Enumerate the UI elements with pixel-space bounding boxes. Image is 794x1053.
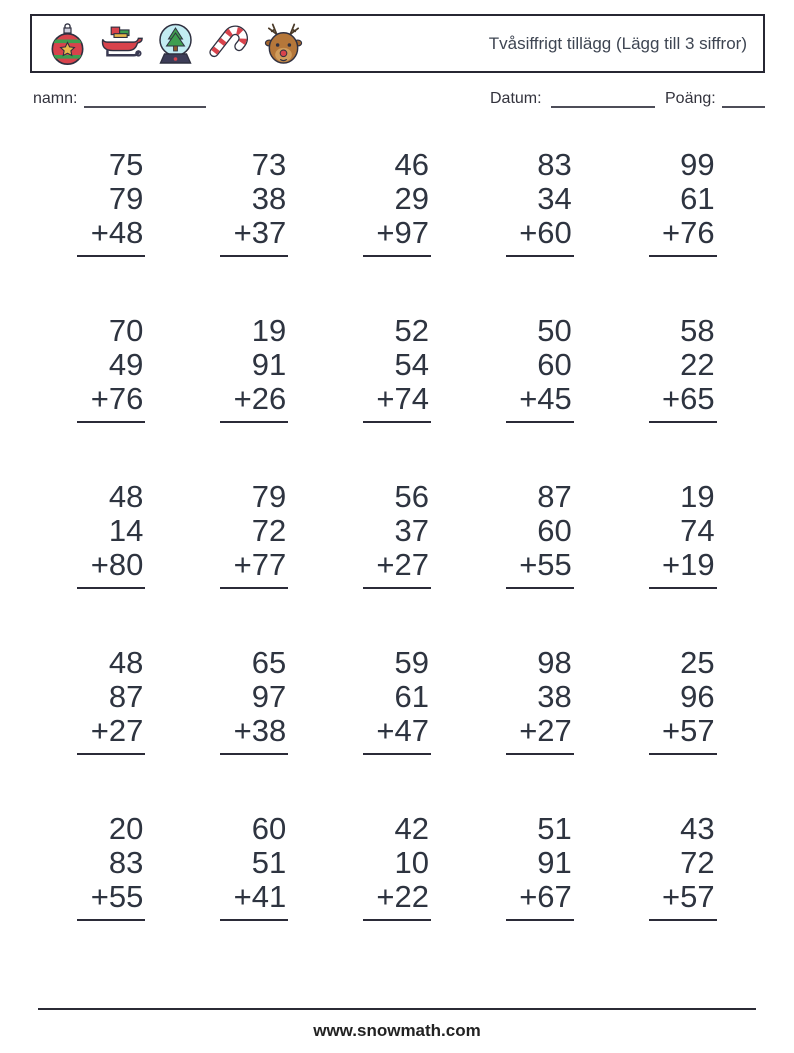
addend-with-plus: +47 (376, 713, 429, 748)
addend: 50 (537, 313, 572, 348)
addend: 42 (394, 811, 429, 846)
addend: 73 (251, 147, 287, 182)
addend-with-plus: +48 (90, 215, 144, 250)
candy-cane-icon (207, 21, 252, 67)
problem-cell (468, 480, 611, 589)
addition-problem (77, 646, 145, 755)
addition-problem (363, 480, 431, 589)
addend-with-plus: +60 (519, 215, 572, 250)
addend: 65 (251, 645, 287, 680)
addition-problem (649, 314, 717, 423)
addend: 43 (680, 811, 715, 846)
ornament-icon (45, 21, 90, 67)
problem-cell (40, 812, 183, 921)
score-blank-line (722, 106, 765, 108)
addend: 49 (108, 347, 144, 382)
addend: 72 (680, 845, 715, 880)
addend: 34 (537, 181, 572, 216)
addend: 83 (537, 147, 572, 182)
problem-cell (611, 480, 754, 589)
addition-problem (220, 148, 288, 257)
header-box (30, 14, 765, 73)
addend-with-plus: +19 (662, 547, 715, 582)
addition-problem (363, 812, 431, 921)
addend: 96 (680, 679, 715, 714)
addend: 70 (108, 313, 144, 348)
addend: 99 (680, 147, 715, 182)
addition-problem (506, 148, 574, 257)
addend: 83 (108, 845, 144, 880)
addend-with-plus: +45 (519, 381, 572, 416)
addend: 25 (680, 645, 715, 680)
addend-with-plus: +26 (233, 381, 287, 416)
problem-cell (326, 148, 469, 257)
addend: 56 (394, 479, 429, 514)
problem-cell (468, 314, 611, 423)
addition-problem (506, 812, 574, 921)
problem-cell (40, 646, 183, 755)
addition-problem (649, 480, 717, 589)
problem-cell (326, 646, 469, 755)
worksheet-title: Tvåsiffrigt tillägg (Lägg till 3 siffror) (488, 33, 747, 53)
addend-with-plus: +57 (662, 713, 715, 748)
addition-problem (220, 314, 288, 423)
sleigh-icon (99, 21, 144, 67)
fields-row (0, 90, 794, 114)
addend: 10 (394, 845, 429, 880)
addend: 37 (394, 513, 429, 548)
date-label: Datum: (490, 90, 542, 107)
problem-cell (40, 148, 183, 257)
addend: 51 (251, 845, 287, 880)
addition-problem (649, 812, 717, 921)
addend: 97 (251, 679, 287, 714)
problem-cell (611, 148, 754, 257)
addend-with-plus: +80 (90, 547, 144, 582)
addition-problem (220, 646, 288, 755)
addend: 29 (394, 181, 429, 216)
addend: 91 (251, 347, 287, 382)
addend: 61 (394, 679, 429, 714)
footer-divider (38, 1008, 756, 1010)
addend: 54 (394, 347, 429, 382)
addend-with-plus: +74 (376, 381, 429, 416)
addend: 79 (251, 479, 287, 514)
addend: 87 (108, 679, 144, 714)
addition-problem (649, 646, 717, 755)
problem-cell (326, 480, 469, 589)
problem-cell (611, 314, 754, 423)
addend: 60 (537, 513, 572, 548)
problem-cell (183, 314, 326, 423)
addition-problem (220, 480, 288, 589)
addend: 51 (537, 811, 572, 846)
addend: 38 (537, 679, 572, 714)
problem-cell (468, 812, 611, 921)
addition-problem (77, 480, 145, 589)
addend: 48 (108, 645, 144, 680)
problem-cell (183, 812, 326, 921)
addend: 52 (394, 313, 429, 348)
addend: 19 (251, 313, 287, 348)
addend: 72 (251, 513, 287, 548)
addend: 91 (537, 845, 572, 880)
addend: 46 (394, 147, 429, 182)
addition-problem (363, 646, 431, 755)
addend: 14 (108, 513, 144, 548)
addition-problem (77, 314, 145, 423)
addend: 60 (537, 347, 572, 382)
addition-problem (506, 480, 574, 589)
addend-with-plus: +76 (662, 215, 715, 250)
addend: 59 (394, 645, 429, 680)
score-label: Poäng: (665, 90, 716, 107)
addend: 98 (537, 645, 572, 680)
addend-with-plus: +27 (519, 713, 572, 748)
footer-website: www.snowmath.com (313, 1021, 481, 1040)
addend-with-plus: +67 (519, 879, 572, 914)
problem-cell (40, 480, 183, 589)
addend-with-plus: +27 (376, 547, 429, 582)
addition-problem (220, 812, 288, 921)
addend: 87 (537, 479, 572, 514)
addend: 79 (108, 181, 144, 216)
addition-problem (363, 148, 431, 257)
addend-with-plus: +65 (662, 381, 715, 416)
addend: 48 (108, 479, 144, 514)
problem-cell (183, 480, 326, 589)
addend-with-plus: +55 (519, 547, 572, 582)
addend: 22 (680, 347, 715, 382)
addition-problem (77, 812, 145, 921)
problem-cell (326, 812, 469, 921)
problems-grid (40, 148, 754, 921)
problem-cell (326, 314, 469, 423)
addend-with-plus: +41 (233, 879, 287, 914)
name-blank-line (84, 106, 206, 108)
addend-with-plus: +77 (233, 547, 287, 582)
addend-with-plus: +38 (233, 713, 287, 748)
problem-cell (468, 148, 611, 257)
addition-problem (506, 314, 574, 423)
problem-cell (183, 646, 326, 755)
problem-cell (611, 646, 754, 755)
problem-cell (183, 148, 326, 257)
header-icons (32, 21, 306, 67)
addend: 38 (251, 181, 287, 216)
addend-with-plus: +55 (90, 879, 144, 914)
problem-cell (611, 812, 754, 921)
problem-cell (40, 314, 183, 423)
addition-problem (363, 314, 431, 423)
addend-with-plus: +97 (376, 215, 429, 250)
addend: 60 (251, 811, 287, 846)
addend-with-plus: +22 (376, 879, 429, 914)
addend: 75 (108, 147, 144, 182)
addend: 20 (108, 811, 144, 846)
problem-cell (468, 646, 611, 755)
addition-problem (77, 148, 145, 257)
addend-with-plus: +27 (90, 713, 144, 748)
addition-problem (506, 646, 574, 755)
addend: 19 (680, 479, 715, 514)
addend-with-plus: +76 (90, 381, 144, 416)
reindeer-icon (261, 21, 306, 67)
addend-with-plus: +37 (233, 215, 287, 250)
addition-problem (649, 148, 717, 257)
addend: 74 (680, 513, 715, 548)
addend-with-plus: +57 (662, 879, 715, 914)
addend: 61 (680, 181, 715, 216)
addend: 58 (680, 313, 715, 348)
snow-globe-icon (153, 21, 198, 67)
date-blank-line (551, 106, 655, 108)
name-label: namn: (33, 90, 78, 107)
